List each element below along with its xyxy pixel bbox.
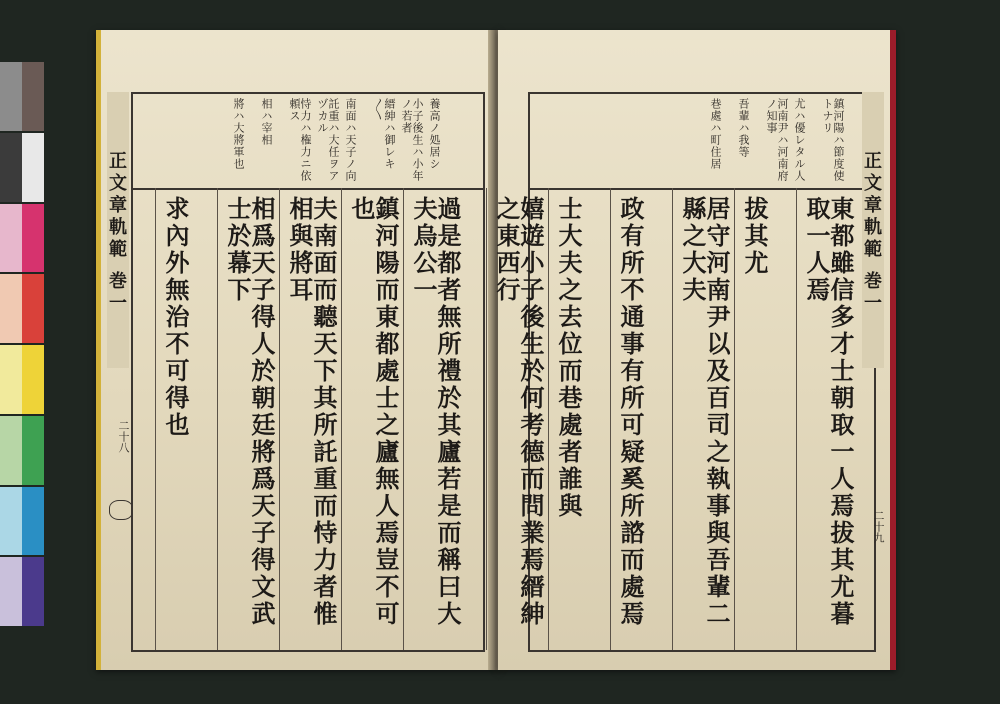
main-text-column: 相爲天子得人於朝廷將爲天子得文武士於幕下 [223, 196, 276, 628]
color-swatch [22, 416, 44, 485]
main-text-column: 過是都者無所禮於其廬若是而稱曰大夫烏公一 [409, 196, 462, 628]
column-rule [610, 188, 611, 650]
color-swatch [22, 274, 44, 343]
main-text-column: 政有所不通事有所可疑奚所諮而處焉 [616, 196, 645, 628]
color-swatch [22, 204, 44, 273]
right-page [492, 30, 896, 670]
main-text-column: 求內外無治不可得也 [161, 196, 190, 439]
left-page [96, 30, 499, 670]
main-text-column: 士大夫之去位而巷處者誰與 [554, 196, 583, 520]
main-text-column: 拔其尤 [740, 196, 769, 277]
right-folio: 二十九 [872, 510, 885, 543]
right-page-title: 正文章軌範 巻一 [862, 92, 884, 368]
upper-note-column: 縉紳ハ御レキ〳〵 [372, 98, 396, 170]
color-swatch [22, 62, 44, 131]
column-rule [734, 188, 735, 650]
color-calibration-chart [0, 62, 44, 628]
column-rule [548, 188, 549, 650]
color-swatch [22, 345, 44, 414]
column-rule [403, 188, 404, 650]
column-rule [796, 188, 797, 650]
left-folio: 二十八 [117, 420, 130, 453]
upper-note-column: 小子後生ハ小年ノ若者 [400, 98, 424, 182]
color-swatch [22, 487, 44, 556]
column-rule [486, 188, 487, 650]
main-text-column: 鎮河陽而東都處士之廬無人焉豈不可也 [347, 196, 400, 628]
upper-note-column: 河南尹ハ河南府ノ知事 [765, 98, 789, 182]
column-rule [279, 188, 280, 650]
color-swatch [0, 204, 22, 273]
main-text-column: 居守河南尹以及百司之執事與吾輩二縣之大夫 [678, 196, 731, 628]
color-swatch [0, 557, 22, 626]
color-swatch [0, 487, 22, 556]
color-swatch [0, 345, 22, 414]
column-rule [341, 188, 342, 650]
upper-note-column: 南面ハ天子ノ向 [344, 98, 357, 182]
upper-note-column: 恃力ハ権力ニ依頼ス [288, 98, 312, 182]
main-text-column: 東都雖信多才士朝取一人焉拔其尤暮取一人焉 [802, 196, 855, 628]
main-text-column: 嬉遊小子後生於何考德而問業焉縉紳之東西行 [492, 196, 545, 628]
upper-note-column: 巷處ハ町住居 [709, 98, 722, 170]
upper-note-column: 養高ノ処居シ [428, 98, 441, 170]
color-swatch [0, 133, 22, 202]
color-swatch [0, 416, 22, 485]
upper-note-column: 吾輩ハ我等 [737, 98, 750, 158]
upper-note-column: 尤ハ優レタル人 [793, 98, 806, 182]
fish-tail-mark [109, 500, 133, 520]
column-rule [672, 188, 673, 650]
color-swatch [22, 557, 44, 626]
upper-note-column: 相ハ宰相 [260, 98, 273, 146]
upper-note-column: 將ハ大將軍也 [232, 98, 245, 170]
color-swatch [22, 133, 44, 202]
column-rule [155, 188, 156, 650]
color-swatch [0, 62, 22, 131]
main-text-column: 夫南面而聽天下其所託重而恃力者惟相與將耳 [285, 196, 338, 628]
open-book [96, 30, 896, 682]
column-rule [217, 188, 218, 650]
left-page-title: 正文章軌範 巻一 [107, 92, 129, 368]
upper-note-column: 鎮河陽ハ節度使トナリ [821, 98, 845, 182]
color-swatch [0, 274, 22, 343]
upper-note-column: 託重ハ大任ヲアヅカル [316, 98, 340, 182]
